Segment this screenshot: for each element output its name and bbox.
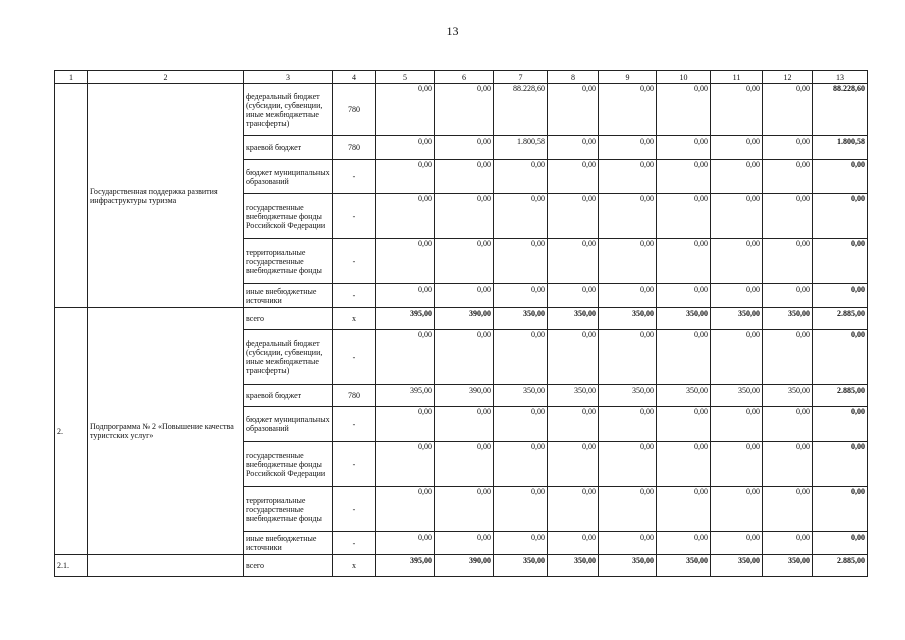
total-value-cell: 0,00: [813, 194, 868, 239]
value-cell: 0,00: [599, 330, 657, 385]
code-cell: 780: [333, 385, 376, 407]
value-cell: 350,00: [599, 308, 657, 330]
value-cell: 0,00: [548, 84, 599, 136]
value-cell: 0,00: [494, 284, 548, 308]
funding-source-cell: иные внебюджетные источники: [244, 284, 333, 308]
value-cell: 0,00: [657, 160, 711, 194]
value-cell: 350,00: [711, 308, 763, 330]
value-cell: 0,00: [494, 239, 548, 284]
value-cell: 0,00: [435, 487, 494, 532]
code-cell: -: [333, 160, 376, 194]
total-value-cell: 1.800,58: [813, 136, 868, 160]
table-row: [55, 84, 868, 136]
value-cell: 0,00: [711, 330, 763, 385]
header-cell: 3: [244, 71, 333, 84]
value-cell: 0,00: [711, 487, 763, 532]
value-cell: 0,00: [599, 84, 657, 136]
code-cell: x: [333, 308, 376, 330]
value-cell: 0,00: [711, 407, 763, 442]
value-cell: 0,00: [376, 194, 435, 239]
funding-source-cell: государственные внебюджетные фонды Российской Федерации: [244, 442, 333, 487]
total-value-cell: 2.885,00: [813, 385, 868, 407]
header-cell: 12: [763, 71, 813, 84]
value-cell: 0,00: [763, 284, 813, 308]
value-cell: 0,00: [711, 136, 763, 160]
value-cell: 88.228,60: [494, 84, 548, 136]
value-cell: 0,00: [599, 239, 657, 284]
value-cell: 0,00: [657, 194, 711, 239]
header-cell: 9: [599, 71, 657, 84]
program-name-cell: Государственная поддержка развития инфраструктуры туризма: [88, 84, 244, 308]
value-cell: 0,00: [711, 284, 763, 308]
funding-source-cell: всего: [244, 555, 333, 577]
header-cell: 11: [711, 71, 763, 84]
funding-source-cell: краевой бюджет: [244, 136, 333, 160]
value-cell: 0,00: [494, 194, 548, 239]
value-cell: 0,00: [657, 407, 711, 442]
value-cell: 0,00: [376, 136, 435, 160]
value-cell: 350,00: [657, 555, 711, 577]
value-cell: 0,00: [548, 239, 599, 284]
value-cell: 0,00: [548, 330, 599, 385]
total-value-cell: 0,00: [813, 442, 868, 487]
value-cell: 350,00: [548, 555, 599, 577]
value-cell: 390,00: [435, 385, 494, 407]
value-cell: 0,00: [763, 84, 813, 136]
value-cell: 350,00: [657, 308, 711, 330]
program-name-cell: [88, 555, 244, 577]
value-cell: 1.800,58: [494, 136, 548, 160]
value-cell: 0,00: [599, 284, 657, 308]
total-value-cell: 88.228,60: [813, 84, 868, 136]
value-cell: 350,00: [763, 308, 813, 330]
value-cell: 0,00: [599, 532, 657, 555]
value-cell: 0,00: [599, 487, 657, 532]
value-cell: 395,00: [376, 555, 435, 577]
header-cell: 8: [548, 71, 599, 84]
code-cell: -: [333, 330, 376, 385]
value-cell: 0,00: [494, 442, 548, 487]
value-cell: 0,00: [711, 239, 763, 284]
value-cell: 0,00: [763, 532, 813, 555]
value-cell: 350,00: [763, 555, 813, 577]
value-cell: 0,00: [548, 487, 599, 532]
code-cell: -: [333, 194, 376, 239]
funding-source-cell: бюджет муниципальных образований: [244, 160, 333, 194]
funding-source-cell: краевой бюджет: [244, 385, 333, 407]
table-row: [55, 555, 868, 577]
row-number-cell: 2.: [55, 308, 88, 555]
value-cell: 390,00: [435, 308, 494, 330]
value-cell: 0,00: [657, 84, 711, 136]
value-cell: 0,00: [376, 487, 435, 532]
total-value-cell: 2.885,00: [813, 308, 868, 330]
value-cell: 0,00: [599, 160, 657, 194]
value-cell: 0,00: [711, 160, 763, 194]
value-cell: 0,00: [599, 136, 657, 160]
total-value-cell: 0,00: [813, 532, 868, 555]
value-cell: 0,00: [548, 284, 599, 308]
total-value-cell: 0,00: [813, 160, 868, 194]
total-value-cell: 0,00: [813, 407, 868, 442]
value-cell: 0,00: [763, 442, 813, 487]
value-cell: 0,00: [376, 407, 435, 442]
value-cell: 0,00: [376, 532, 435, 555]
header-row: [55, 71, 868, 84]
value-cell: 350,00: [494, 308, 548, 330]
value-cell: 0,00: [494, 487, 548, 532]
funding-source-cell: федеральный бюджет (субсидии, субвенции, иные межбюджетные трансферты): [244, 84, 333, 136]
value-cell: 0,00: [763, 239, 813, 284]
value-cell: 0,00: [376, 239, 435, 284]
funding-source-cell: государственные внебюджетные фонды Российской Федерации: [244, 194, 333, 239]
code-cell: -: [333, 442, 376, 487]
value-cell: 0,00: [548, 136, 599, 160]
value-cell: 0,00: [548, 407, 599, 442]
program-name-cell: Подпрограмма № 2 «Повышение качества туристских услуг»: [88, 308, 244, 555]
value-cell: 0,00: [763, 136, 813, 160]
funding-source-cell: территориальные государственные внебюджетные фонды: [244, 239, 333, 284]
table-row: [55, 308, 868, 330]
value-cell: 0,00: [657, 487, 711, 532]
header-cell: 7: [494, 71, 548, 84]
header-cell: 4: [333, 71, 376, 84]
value-cell: 350,00: [548, 385, 599, 407]
value-cell: 0,00: [763, 330, 813, 385]
value-cell: 0,00: [763, 194, 813, 239]
value-cell: 350,00: [657, 385, 711, 407]
value-cell: 0,00: [435, 160, 494, 194]
header-cell: 13: [813, 71, 868, 84]
value-cell: 350,00: [763, 385, 813, 407]
value-cell: 0,00: [435, 442, 494, 487]
header-cell: 5: [376, 71, 435, 84]
code-cell: 780: [333, 84, 376, 136]
value-cell: 0,00: [657, 284, 711, 308]
funding-source-cell: бюджет муниципальных образований: [244, 407, 333, 442]
value-cell: 0,00: [711, 442, 763, 487]
header-cell: 6: [435, 71, 494, 84]
value-cell: 0,00: [711, 194, 763, 239]
value-cell: 0,00: [599, 442, 657, 487]
row-number-cell: [55, 84, 88, 308]
value-cell: 350,00: [548, 308, 599, 330]
value-cell: 0,00: [763, 407, 813, 442]
code-cell: -: [333, 284, 376, 308]
funding-source-cell: всего: [244, 308, 333, 330]
value-cell: 0,00: [548, 442, 599, 487]
code-cell: 780: [333, 136, 376, 160]
value-cell: 0,00: [657, 532, 711, 555]
value-cell: 0,00: [494, 532, 548, 555]
value-cell: 0,00: [435, 84, 494, 136]
value-cell: 0,00: [435, 239, 494, 284]
value-cell: 0,00: [657, 330, 711, 385]
code-cell: x: [333, 555, 376, 577]
value-cell: 0,00: [657, 239, 711, 284]
value-cell: 0,00: [376, 84, 435, 136]
value-cell: 390,00: [435, 555, 494, 577]
value-cell: 0,00: [548, 532, 599, 555]
value-cell: 0,00: [435, 407, 494, 442]
value-cell: 0,00: [435, 136, 494, 160]
value-cell: 0,00: [763, 487, 813, 532]
header-cell: 2: [88, 71, 244, 84]
header-cell: 10: [657, 71, 711, 84]
value-cell: 350,00: [599, 555, 657, 577]
value-cell: 0,00: [376, 284, 435, 308]
value-cell: 0,00: [376, 330, 435, 385]
value-cell: 0,00: [599, 407, 657, 442]
value-cell: 395,00: [376, 385, 435, 407]
value-cell: 0,00: [376, 442, 435, 487]
value-cell: 350,00: [599, 385, 657, 407]
funding-source-cell: территориальные государственные внебюджетные фонды: [244, 487, 333, 532]
value-cell: 0,00: [548, 194, 599, 239]
value-cell: 0,00: [657, 442, 711, 487]
budget-table: [54, 70, 868, 577]
value-cell: 350,00: [711, 385, 763, 407]
value-cell: 0,00: [711, 532, 763, 555]
page-number: 13: [446, 24, 459, 38]
value-cell: 0,00: [435, 284, 494, 308]
value-cell: 350,00: [711, 555, 763, 577]
total-value-cell: 2.885,00: [813, 555, 868, 577]
value-cell: 0,00: [435, 532, 494, 555]
code-cell: -: [333, 407, 376, 442]
value-cell: 0,00: [435, 330, 494, 385]
funding-source-cell: федеральный бюджет (субсидии, субвенции, иные межбюджетные трансферты): [244, 330, 333, 385]
value-cell: 0,00: [494, 407, 548, 442]
total-value-cell: 0,00: [813, 487, 868, 532]
value-cell: 350,00: [494, 385, 548, 407]
funding-source-cell: иные внебюджетные источники: [244, 532, 333, 555]
code-cell: -: [333, 532, 376, 555]
value-cell: 0,00: [376, 160, 435, 194]
code-cell: -: [333, 239, 376, 284]
header-cell: 1: [55, 71, 88, 84]
value-cell: 0,00: [711, 84, 763, 136]
value-cell: 0,00: [548, 160, 599, 194]
code-cell: -: [333, 487, 376, 532]
total-value-cell: 0,00: [813, 284, 868, 308]
total-value-cell: 0,00: [813, 239, 868, 284]
value-cell: 0,00: [435, 194, 494, 239]
value-cell: 0,00: [657, 136, 711, 160]
value-cell: 0,00: [494, 160, 548, 194]
value-cell: 0,00: [763, 160, 813, 194]
value-cell: 0,00: [599, 194, 657, 239]
total-value-cell: 0,00: [813, 330, 868, 385]
value-cell: 395,00: [376, 308, 435, 330]
value-cell: 350,00: [494, 555, 548, 577]
row-number-cell: 2.1.: [55, 555, 88, 577]
value-cell: 0,00: [494, 330, 548, 385]
